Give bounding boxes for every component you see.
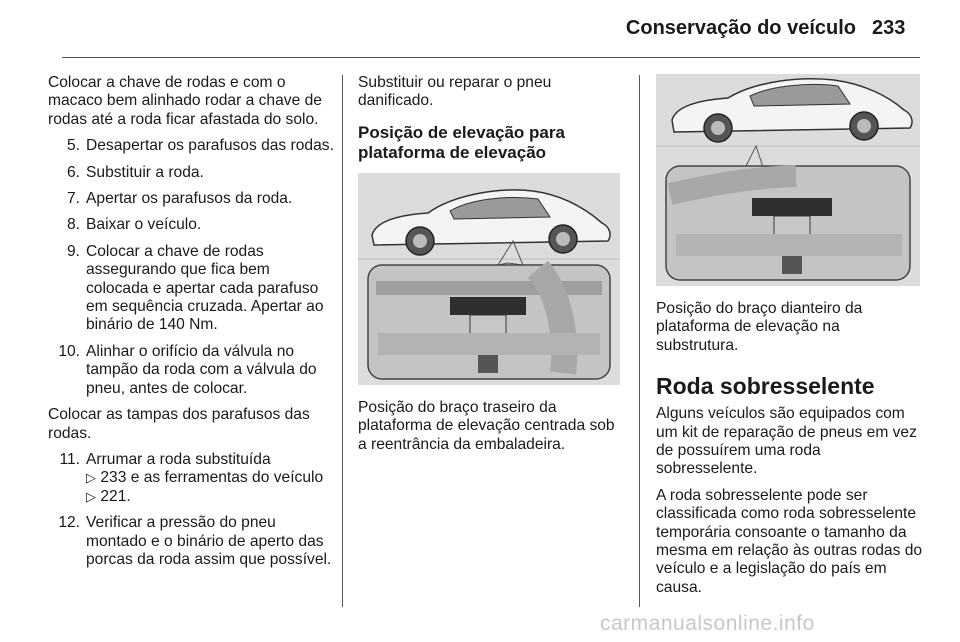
step-note: Colocar as tampas dos parafusos das rodas. xyxy=(48,406,310,442)
list-item xyxy=(48,216,336,234)
step-text: Arrumar a roda substituída xyxy=(86,450,271,468)
step-text: Substituir a roda. xyxy=(86,163,204,181)
paragraph: A roda sobresselente pode ser classificada como roda sobresselente temporária consoante o tamanho da mesma em relação às outras rodas do veículo e a legislação do país em causa. xyxy=(656,486,923,596)
step-number: 9. xyxy=(66,242,80,260)
list-item xyxy=(48,190,336,208)
list-item xyxy=(48,343,336,398)
step-text: Alinhar o orifício da válvula no tampão da roda com a válvula do pneu, antes de colocar. xyxy=(86,342,317,397)
step-number: 6. xyxy=(66,163,80,181)
front-lift-point-figure xyxy=(656,74,920,286)
step-text: Apertar os parafusos da roda. xyxy=(86,190,293,208)
page-reference-link[interactable]: 233 xyxy=(100,469,127,487)
step-text: Desapertar os parafusos das rodas. xyxy=(86,137,334,155)
step-number: 7. xyxy=(66,190,80,208)
watermark: carmanualsonline.info xyxy=(600,612,815,635)
rear-lift-point-figure xyxy=(358,173,620,385)
list-item xyxy=(48,451,336,506)
page-reference-link[interactable]: 221. xyxy=(100,487,131,505)
step-number: 11. xyxy=(59,450,80,468)
column-2 xyxy=(358,74,626,462)
step-number: 5. xyxy=(66,137,80,155)
step-text: Colocar a chave de rodas assegurando que fica bem colocada e apertar cada parafuso em sequência cruzada. Apertar ao binário de 140 Nm. xyxy=(86,242,324,334)
step-number: 12. xyxy=(58,514,80,532)
step-continuation: Colocar a chave de rodas e com o macaco bem alinhado rodar a chave de rodas até a roda ficar afastada do solo. xyxy=(48,74,322,128)
header-divider xyxy=(62,57,920,58)
intro-text: Substituir ou reparar o pneu danificado. xyxy=(358,74,552,110)
step-text: e as ferramentas do veículo xyxy=(130,469,324,487)
column-1 xyxy=(48,74,336,577)
step-number: 8. xyxy=(66,216,80,234)
column-3 xyxy=(656,74,924,605)
list-item xyxy=(48,164,336,182)
list-item xyxy=(48,514,336,569)
list-item xyxy=(48,137,336,155)
figure-caption: Posição do braço traseiro da plataforma de elevação centrada sob a reentrância da embaladeira. xyxy=(358,398,615,453)
section-title: Conservação do veículo xyxy=(625,17,856,39)
figure-caption: Posição do braço dianteiro da plataforma de elevação na substrutura. xyxy=(656,300,863,354)
step-number: 10. xyxy=(58,342,80,360)
paragraph: Alguns veículos são equipados com um kit de reparação de pneus em vez de possuírem uma roda sobresselente. xyxy=(656,405,917,478)
column-divider-right xyxy=(639,75,640,607)
arrow-right-icon: ▷ xyxy=(86,470,96,486)
section-heading: Roda sobresselente xyxy=(656,373,875,400)
page-number: 233 xyxy=(872,17,906,39)
subheading: Posição de elevação para plataforma de elevação xyxy=(358,122,565,162)
step-text: Verificar a pressão do pneu montado e o binário de aperto das porcas da roda assim que possível. xyxy=(86,514,332,568)
column-divider-left xyxy=(342,75,343,607)
list-item xyxy=(48,243,336,335)
step-text: Baixar o veículo. xyxy=(86,216,202,234)
arrow-right-icon: ▷ xyxy=(86,488,96,504)
